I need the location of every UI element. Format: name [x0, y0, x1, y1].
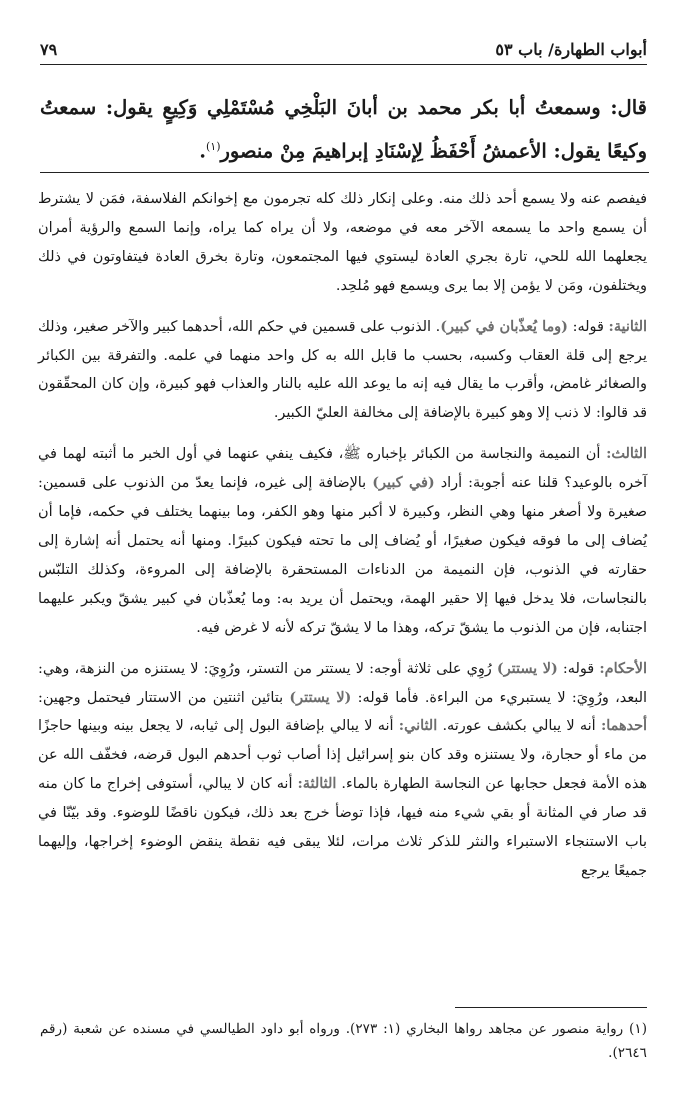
text-segment: قوله: [567, 318, 609, 335]
footnote: (١) رواية منصور عن مجاهد رواها البخاري (١: ٢٧٣). ورواه أبو داود الطيالسي في مسنده عن شعبة (رقم ٢٦٤٦). [40, 1021, 647, 1061]
paragraph-1: فيفصم عنه ولا يسمع أحد ذلك منه. وعلى إنكار ذلك كله تجرمون مع إخوانكم الفلاسفة، فمَن لا يشترط أن يسمع واحد ما يسمعه الآخر معه في موضعه، ولا أن يراه كما يراه، وإنما السمع والرؤية أمران يجعلهما الله للحي، تارة بجري العادة ليستوي فيها المجتمعون، وتارة بخرق العادة فيتفاوتون في ذلك ويختلفون، ومَن لا يؤمن إلا بما يرى ويسمع فهو مُلحِد. [38, 191, 647, 294]
text-segment: بتائين اثنتين من الاستتار فيحتمل وجهين: [38, 689, 290, 706]
hadith-body: قال: وسمعتُ أبا بكر محمد بن أبانَ البَلْخِي مُسْتَمْلِي وَكِيعٍ يقول: سمعتُ وكيعًا يقول: الأعمشُ أَحْفَظُ لِإسْنَادِ إبراهيمَ مِنْ منصور [40, 96, 647, 163]
point-label: أحدهما: [600, 717, 647, 735]
separator-rule [40, 172, 649, 173]
footnote-rule [455, 1007, 647, 1008]
quoted-phrase: (وما يُعذّبان في كبير) [440, 317, 568, 335]
page-header [40, 36, 647, 65]
quoted-phrase: (في كبير) [372, 474, 435, 492]
section-heading: الأحكام: [599, 659, 647, 677]
page-number: ٧٩ [40, 40, 58, 59]
paragraph-4 [38, 655, 647, 886]
point-label: الثاني: [398, 717, 438, 735]
quoted-phrase: (لا يستتر) [496, 659, 558, 677]
text-segment: قوله: [557, 660, 600, 677]
section-heading: الثالث: [606, 445, 647, 463]
point-label: الثالثة: [297, 775, 337, 793]
footnote-ref: (١) [205, 140, 221, 153]
paragraph-2 [38, 313, 647, 429]
text-segment: . الذنوب على قسمين في حكم الله، أحدهما كبير والآخر صغير، وذلك يرجع إلى قلة العقاب وكسبه، بحسب ما قابل الله به كل واحد منهما في علمه. والتفرقة بين الكبائر والصغائر غامض، وأقرب ما يقال فيه إنه ما يوعد الله عليه بالنار والعذاب فهو كبيرة، وإن كان المحقّقون قد قالوا: لا ذنب إلا وهو كبيرة بالإضافة إلى مخالفة العليّ الكبير. [38, 318, 647, 422]
text-segment: أنه لا يبالي بكشف عورته. [437, 718, 601, 735]
text-segment: أنه لا يبالي بإضافة البول إلى ثيابه، لا يجعل بينه وبينها حاجزًا من ماء أو حجارة، ولا يستنزه وقد كان بنو إسرائيل إذا أصاب ثوب أحدهم البول قرضه، فخفّف الله عن هذه الأمة فجعل حجابها عن النجاسة الطهارة بالماء. [38, 718, 647, 793]
commentary-body [38, 185, 647, 898]
text-segment: أن النميمة والنجاسة من الكبائر بإخباره ﷺ، فكيف ينفي عنهما في أول الخبر ما أثبته لهما في آخره بالوعيد؟ قلنا عنه أجوبة: أراد [38, 446, 647, 492]
paragraph-3 [38, 440, 647, 642]
text-segment: رُوِي على ثلاثة أوجه: لا يستتر من التستر، ورُوِيَ: لا يستنزه من النزهة، وهي: البعد، ورُوِيَ: لا يستبريء من البراءة. فأما قوله: [38, 660, 647, 706]
section-heading: الثانية: [608, 317, 648, 335]
quoted-phrase: (لا يستتر) [289, 688, 352, 706]
text-segment: أنه كان لا يبالي، أستوفى إخراج ما كان منه قد صار في المثانة أو بقي شيء منه فيها، فإذا توضأ خرج بعد ذلك، فيكون ناقضًا للوضوء. وقد بيّنّا في باب الاستنجاء الاستبراء والنثر للذكر ثلاث مرات، لئلا يبقى فيه نقطة ينقض الوضوء إخراجها، وإليهما جميعًا يرجع [38, 776, 647, 879]
hadith-text [40, 88, 647, 171]
hadith-end: . [199, 139, 206, 163]
text-segment: بالإضافة إلى غيره، فإنما يعدّ من الذنوب على قسمين: صغيرة ولا أصغر منها وهي النظر، وكبيرة لا أكبر منها وهو الكفر، وما بينهما يختلف في حكمه، فإما أن يُضاف إلى ما فوقه فيكون صغيرًا، أو يُضاف إلى ما تحته فيكون كبيرًا. ومنها أنه يحتمل أنه إشارة إلى حقارته في الذنوب، فإن النميمة من الدناءات المستحقرة بالإضافة إلى المروءة، وكذلك التلبّس بالنجاسات، فلا يدخل فيها إلا حقير الهمة، ويحتمل أن يريد به: وما يُعذّبان في كبير يشقّ ويكبر عليهما اجتنابه، فإن من الذنوب ما يشقّ تركه، وهذا ما لا يشقّ تركه لأنه لا غرض فيه. [38, 475, 647, 636]
running-head: أبواب الطهارة/ باب ٥٣ [495, 40, 647, 59]
